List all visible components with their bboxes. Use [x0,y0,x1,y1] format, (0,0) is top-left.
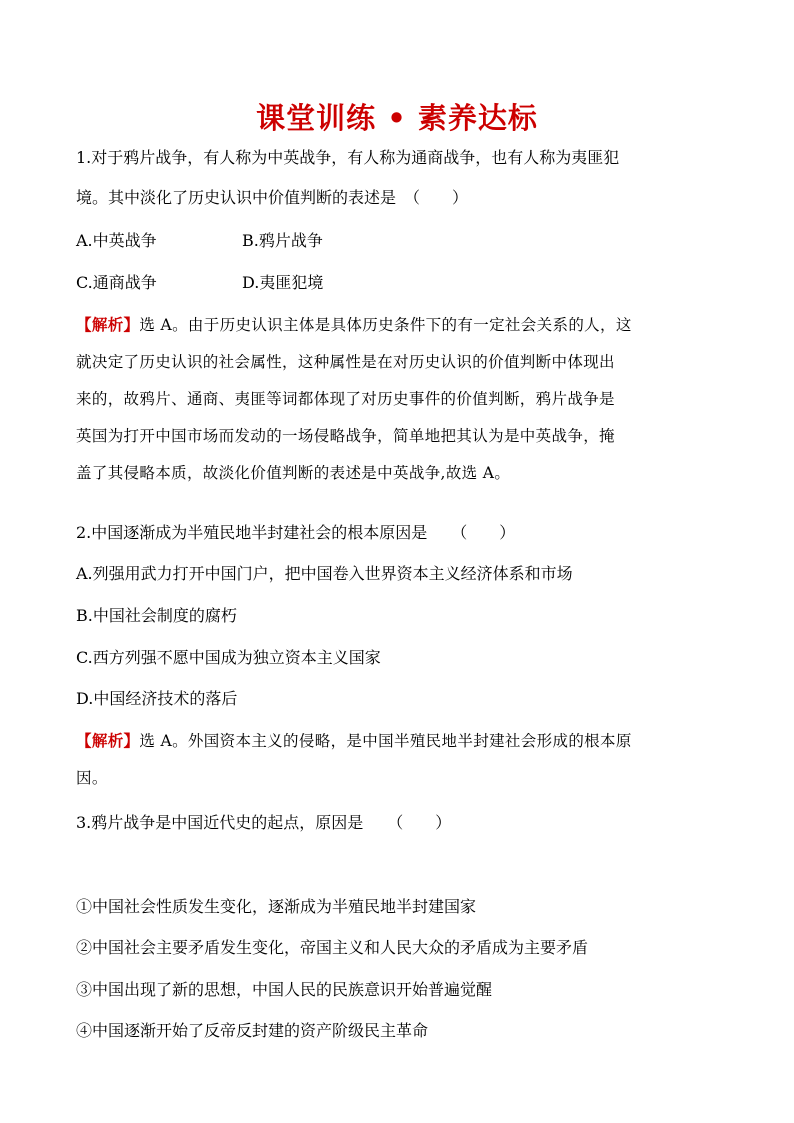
q2-analysis-line-2: 因。 [76,769,108,787]
q1-option-d: D.夷匪犯境 [242,273,324,292]
q3-item-3: ③中国出现了新的思想，中国人民的民族意识开始普遍觉醒 [76,980,493,999]
q1-options-row-1 [76,231,323,251]
q1-analysis-tag: 【解析】 [76,315,140,334]
q1-stem-line-2: 境。其中淡化了历史认识中价值判断的表述是 （ ） [76,188,469,207]
q2-option-a: A.列强用武力打开中国门户，把中国卷入世界资本主义经济体系和市场 [76,564,573,583]
q1-option-a: A.中英战争 [76,231,157,250]
q3-item-2: ②中国社会主要矛盾发生变化，帝国主义和人民大众的矛盾成为主要矛盾 [76,938,589,957]
q1-analysis-line-3: 来的，故鸦片、通商、夷匪等词都体现了对历史事件的价值判断，鸦片战争是 [76,390,615,408]
q2-option-b: B.中国社会制度的腐朽 [76,606,237,625]
q2-analysis-tag: 【解析】 [76,731,140,750]
q2-option-c: C.西方列强不愿中国成为独立资本主义国家 [76,648,381,667]
page-title: 课堂训练 • 素养达标 [256,101,538,135]
q1-option-c: C.通商战争 [76,273,157,292]
q1-analysis-line-5: 盖了其侵略本质，故淡化价值判断的表述是中英战争,故选 A。 [76,464,511,482]
q2-option-d: D.中国经济技术的落后 [76,689,238,708]
q1-option-b: B.鸦片战争 [242,231,323,250]
q2-analysis-text-1: 选 A。外国资本主义的侵略，是中国半殖民地半封建社会形成的根本原 [139,732,632,750]
q3-item-4: ④中国逐渐开始了反帝反封建的资产阶级民主革命 [76,1021,429,1040]
q3-stem: 3.鸦片战争是中国近代史的起点，原因是 （ ） [76,813,452,832]
q1-options-row-2 [76,273,324,293]
q2-stem: 2.中国逐渐成为半殖民地半封建社会的根本原因是 （ ） [76,523,516,542]
q1-analysis-line-2: 就决定了历史认识的社会属性，这种属性是在对历史认识的价值判断中体现出 [76,353,615,371]
q3-item-1: ①中国社会性质发生变化，逐渐成为半殖民地半封建国家 [76,897,477,916]
q1-analysis-line-4: 英国为打开中国市场而发动的一场侵略战争，简单地把其认为是中英战争，掩 [76,427,615,445]
q1-analysis-line-1 [76,315,632,335]
q2-analysis-line-1 [76,731,632,751]
q1-stem-line-1: 1.对于鸦片战争，有人称为中英战争，有人称为通商战争，也有人称为夷匪犯 [76,148,620,167]
q1-analysis-text-1: 选 A。由于历史认识主体是具体历史条件下的有一定社会关系的人，这 [139,316,632,334]
